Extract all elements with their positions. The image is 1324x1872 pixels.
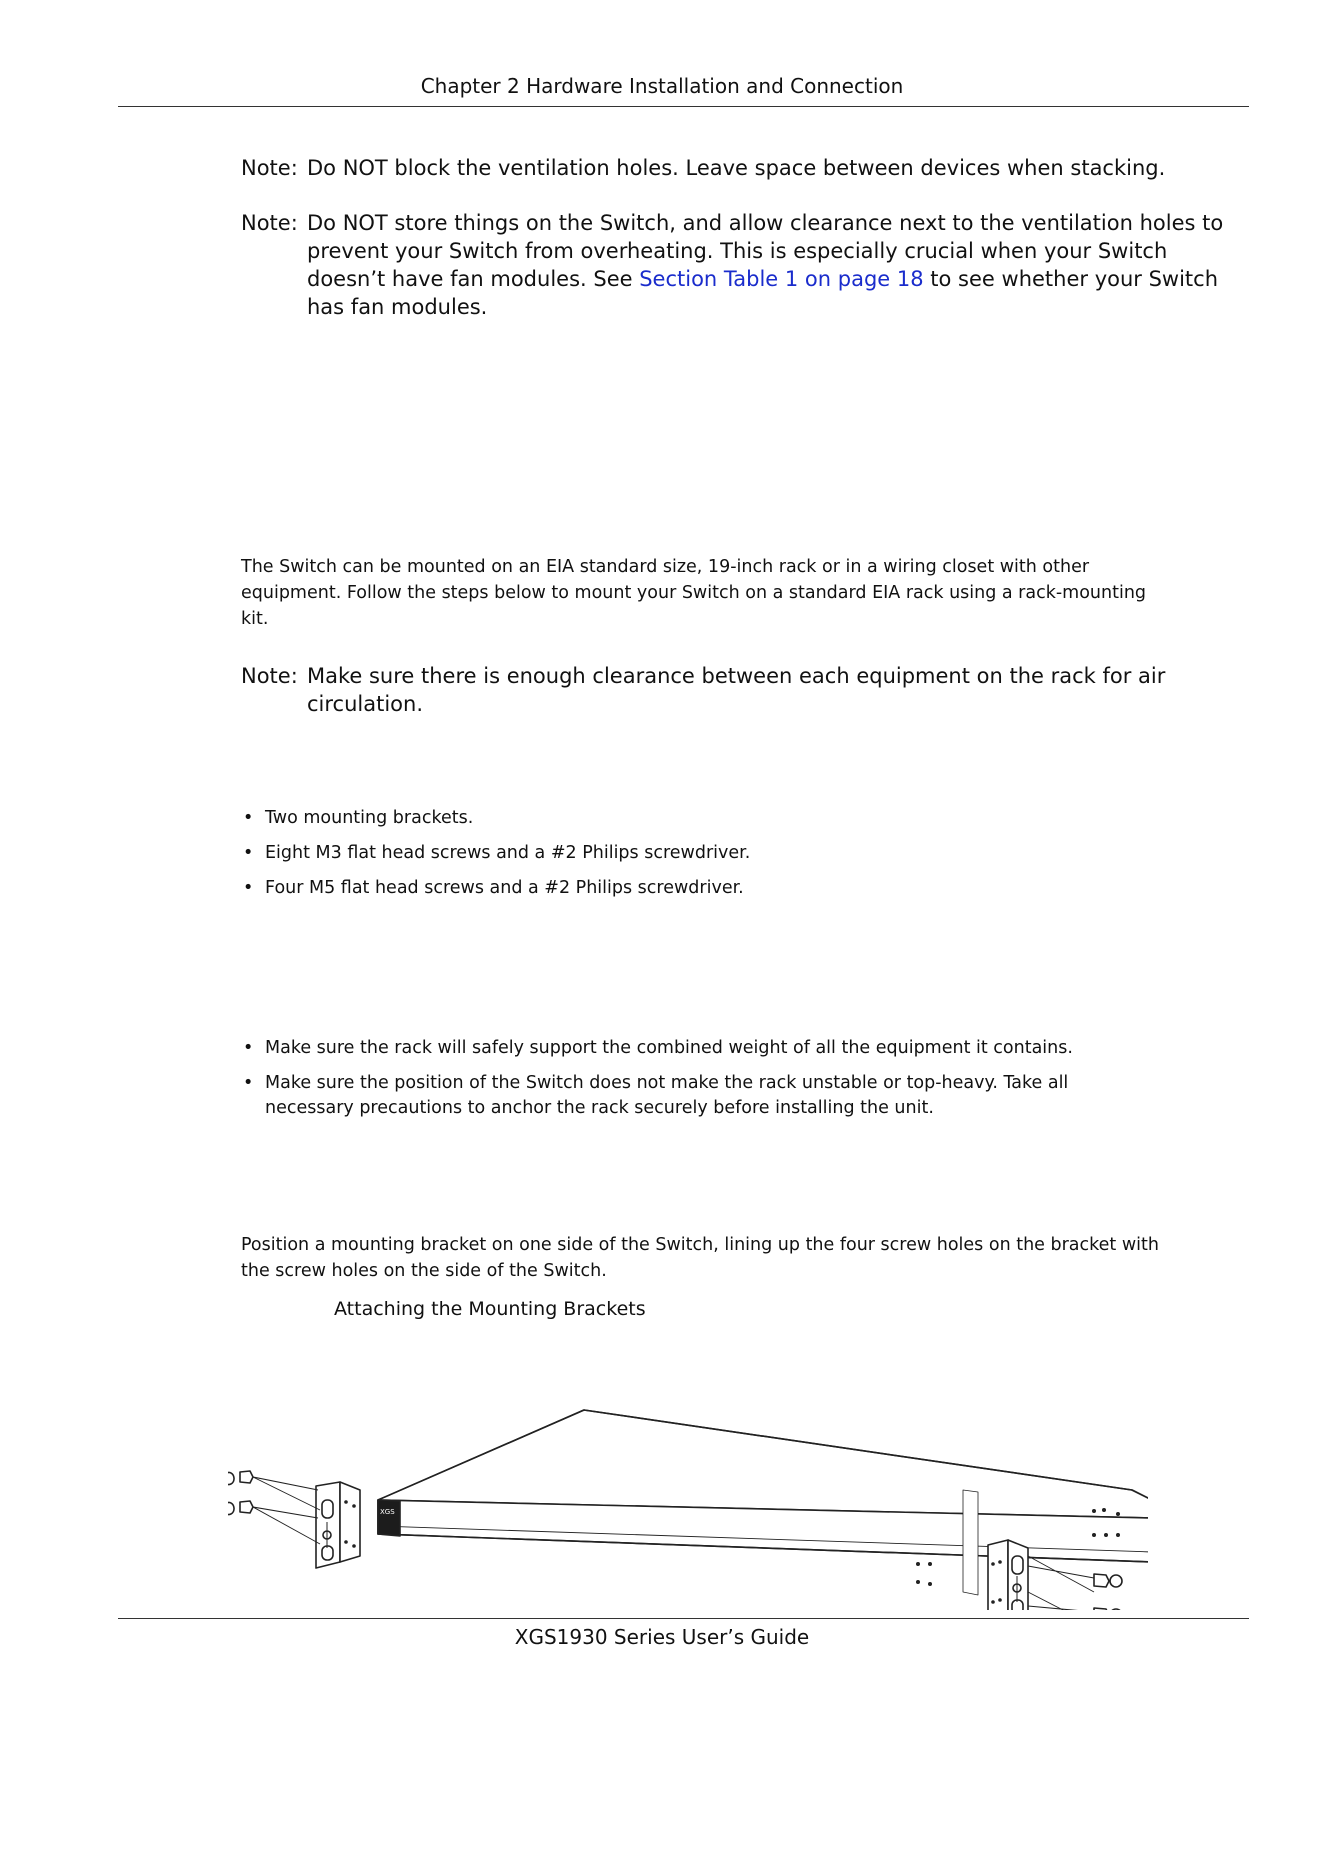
switch-top-panel: [378, 1410, 1148, 1518]
header-rule: [118, 106, 1249, 107]
requirements-list: [241, 806, 1251, 901]
page-header-title: Chapter 2 Hardware Installation and Connection: [420, 74, 904, 98]
precautions-list: [241, 1036, 1251, 1121]
note-ventilation: [241, 154, 1251, 182]
note-clearance: [241, 209, 1251, 321]
right-screws: [1028, 1556, 1122, 1610]
right-mounting-bracket: [988, 1540, 1028, 1610]
note-text: Do NOT store things on the Switch, and allow clearance next to the ventilation holes to: [307, 211, 1224, 235]
page-footer-title: XGS1930 Series User’s Guide: [514, 1625, 810, 1649]
note-label: Note:: [241, 211, 298, 235]
note-air-circulation: [241, 662, 1251, 718]
note-label: Note:: [241, 664, 298, 688]
front-bezel: [378, 1500, 400, 1536]
rack-intro-paragraph: The Switch can be mounted on an EIA standard size, 19-inch rack or in a wiring closet with other equipment. Follow the steps below to mount your Switch on a standard EIA rack using a rack-mounting kit.: [241, 557, 1147, 629]
note-text: has fan modules.: [307, 295, 488, 319]
left-mounting-bracket: [316, 1482, 360, 1568]
list-item: • Two mounting brackets.: [243, 808, 474, 828]
list-item: • Make sure the position of the Switch does not make the rack unstable or top-heavy. Take all necessary precautions to anchor the rack securely before installing the unit.: [243, 1073, 1069, 1118]
note-label: Note:: [241, 156, 298, 180]
section-table-link[interactable]: Section Table 1 on page 18: [639, 267, 924, 291]
list-item: • Four M5 flat head screws and a #2 Philips screwdriver.: [243, 878, 744, 898]
note-text-with-link: doesn’t have fan modules. See Section Table 1 on page 18 to see whether your Switch: [307, 267, 1219, 291]
step-paragraph: Position a mounting bracket on one side of the Switch, lining up the four screw holes on the bracket with the screw holes on the side of the Switch.: [241, 1235, 1159, 1281]
note-text: Make sure there is enough clearance between each equipment on the rack for air: [307, 664, 1166, 688]
list-item: • Eight M3 flat head screws and a #2 Philips screwdriver.: [243, 843, 751, 863]
footer-rule: [118, 1618, 1249, 1619]
note-text: prevent your Switch from overheating. This is especially crucial when your Switch: [307, 239, 1168, 263]
figure-caption: Attaching the Mounting Brackets: [334, 1298, 646, 1320]
mounting-brackets-figure: [228, 1330, 1148, 1610]
note-text: Do NOT block the ventilation holes. Leave space between devices when stacking.: [307, 156, 1166, 180]
list-item: • Make sure the rack will safely support the combined weight of all the equipment it contains.: [243, 1038, 1073, 1058]
note-text: circulation.: [307, 692, 424, 716]
device-logo: XGS: [380, 1508, 395, 1516]
left-screws: [228, 1471, 320, 1544]
